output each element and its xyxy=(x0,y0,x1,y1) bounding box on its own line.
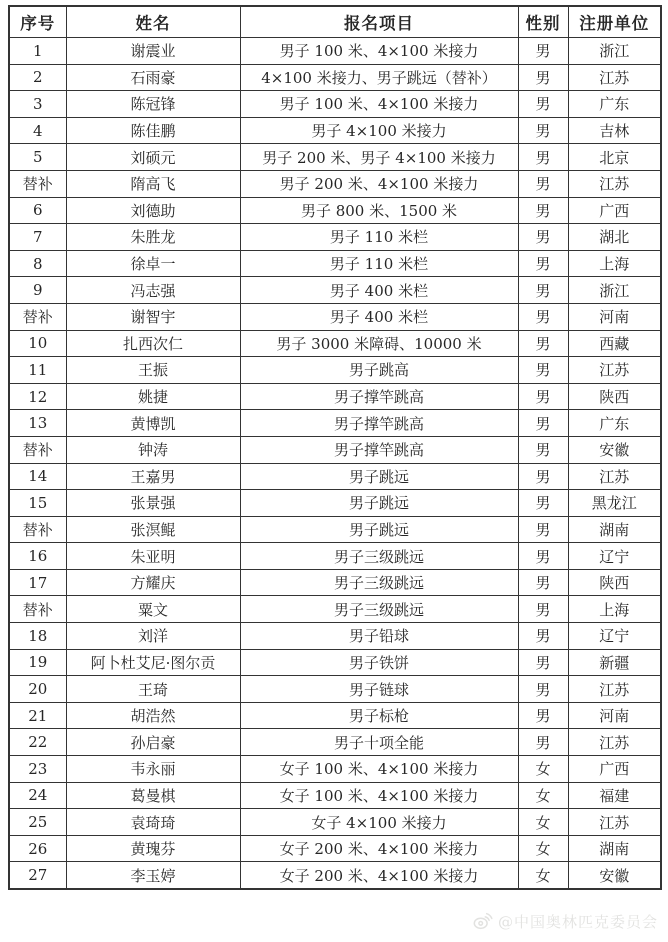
cell-no: 12 xyxy=(9,383,66,410)
cell-events: 男子标枪 xyxy=(240,702,518,729)
cell-no: 17 xyxy=(9,569,66,596)
table-row xyxy=(9,862,661,889)
cell-name: 王琦 xyxy=(66,676,240,703)
cell-unit: 广东 xyxy=(568,410,661,437)
table-row xyxy=(9,117,661,144)
cell-name: 阿卜杜艾尼·图尔贡 xyxy=(66,649,240,676)
cell-unit: 上海 xyxy=(568,250,661,277)
cell-no: 3 xyxy=(9,91,66,118)
cell-no: 6 xyxy=(9,197,66,224)
table-row xyxy=(9,170,661,197)
cell-gender: 男 xyxy=(518,197,568,224)
cell-unit: 新疆 xyxy=(568,649,661,676)
table-row xyxy=(9,569,661,596)
cell-no: 25 xyxy=(9,809,66,836)
cell-unit: 浙江 xyxy=(568,38,661,65)
cell-no: 13 xyxy=(9,410,66,437)
cell-unit: 江苏 xyxy=(568,463,661,490)
cell-events: 男子 200 米、4×100 米接力 xyxy=(240,170,518,197)
table-row xyxy=(9,782,661,809)
watermark-text: @中国奥林匹克委员会 xyxy=(497,912,658,931)
cell-name: 胡浩然 xyxy=(66,702,240,729)
cell-no: 23 xyxy=(9,756,66,783)
cell-no: 8 xyxy=(9,250,66,277)
cell-no: 1 xyxy=(9,38,66,65)
cell-events: 男子三级跳远 xyxy=(240,543,518,570)
cell-gender: 男 xyxy=(518,303,568,330)
cell-name: 韦永丽 xyxy=(66,756,240,783)
cell-gender: 男 xyxy=(518,330,568,357)
cell-name: 谢智宇 xyxy=(66,303,240,330)
cell-unit: 广西 xyxy=(568,756,661,783)
header-row xyxy=(9,6,661,38)
cell-unit: 江苏 xyxy=(568,170,661,197)
cell-unit: 安徽 xyxy=(568,862,661,889)
cell-name: 葛曼棋 xyxy=(66,782,240,809)
cell-gender: 男 xyxy=(518,224,568,251)
cell-gender: 男 xyxy=(518,277,568,304)
cell-unit: 辽宁 xyxy=(568,623,661,650)
cell-events: 男子 400 米栏 xyxy=(240,303,518,330)
cell-unit: 西藏 xyxy=(568,330,661,357)
cell-events: 男子链球 xyxy=(240,676,518,703)
cell-gender: 男 xyxy=(518,410,568,437)
cell-name: 冯志强 xyxy=(66,277,240,304)
cell-unit: 江苏 xyxy=(568,64,661,91)
table-row xyxy=(9,596,661,623)
cell-unit: 安徽 xyxy=(568,436,661,463)
cell-gender: 女 xyxy=(518,835,568,862)
cell-no: 11 xyxy=(9,357,66,384)
column-header-events: 报名项目 xyxy=(240,6,518,38)
cell-events: 女子 200 米、4×100 米接力 xyxy=(240,862,518,889)
cell-events: 男子铁饼 xyxy=(240,649,518,676)
cell-no: 19 xyxy=(9,649,66,676)
cell-events: 男子跳远 xyxy=(240,516,518,543)
cell-events: 男子撑竿跳高 xyxy=(240,410,518,437)
table-row xyxy=(9,516,661,543)
cell-name: 钟涛 xyxy=(66,436,240,463)
athlete-roster-table xyxy=(8,5,662,890)
cell-gender: 男 xyxy=(518,91,568,118)
cell-gender: 男 xyxy=(518,543,568,570)
table-row xyxy=(9,224,661,251)
column-header-name: 姓名 xyxy=(66,6,240,38)
cell-no: 14 xyxy=(9,463,66,490)
column-header-unit: 注册单位 xyxy=(568,6,661,38)
cell-unit: 辽宁 xyxy=(568,543,661,570)
table-row xyxy=(9,38,661,65)
cell-name: 张溟鲲 xyxy=(66,516,240,543)
cell-no: 4 xyxy=(9,117,66,144)
cell-unit: 江苏 xyxy=(568,729,661,756)
cell-events: 男子跳高 xyxy=(240,357,518,384)
cell-no: 10 xyxy=(9,330,66,357)
table-row xyxy=(9,383,661,410)
cell-gender: 男 xyxy=(518,383,568,410)
cell-gender: 男 xyxy=(518,117,568,144)
cell-unit: 湖南 xyxy=(568,835,661,862)
cell-gender: 男 xyxy=(518,144,568,171)
column-header-no: 序号 xyxy=(9,6,66,38)
cell-name: 王嘉男 xyxy=(66,463,240,490)
cell-gender: 男 xyxy=(518,357,568,384)
table-row xyxy=(9,277,661,304)
cell-events: 女子 100 米、4×100 米接力 xyxy=(240,756,518,783)
cell-unit: 北京 xyxy=(568,144,661,171)
table-row xyxy=(9,623,661,650)
cell-name: 谢震业 xyxy=(66,38,240,65)
cell-no: 18 xyxy=(9,623,66,650)
cell-events: 4×100 米接力、男子跳远（替补） xyxy=(240,64,518,91)
table-row xyxy=(9,809,661,836)
cell-gender: 男 xyxy=(518,649,568,676)
column-header-gender: 性别 xyxy=(518,6,568,38)
cell-gender: 女 xyxy=(518,862,568,889)
cell-unit: 江苏 xyxy=(568,809,661,836)
cell-no: 替补 xyxy=(9,303,66,330)
cell-gender: 男 xyxy=(518,436,568,463)
cell-events: 男子 4×100 米接力 xyxy=(240,117,518,144)
cell-name: 刘德助 xyxy=(66,197,240,224)
cell-gender: 男 xyxy=(518,170,568,197)
table-row xyxy=(9,303,661,330)
cell-unit: 江苏 xyxy=(568,676,661,703)
table-row xyxy=(9,197,661,224)
cell-name: 刘洋 xyxy=(66,623,240,650)
cell-no: 替补 xyxy=(9,436,66,463)
cell-gender: 男 xyxy=(518,596,568,623)
cell-name: 刘硕元 xyxy=(66,144,240,171)
table-row xyxy=(9,144,661,171)
cell-name: 方耀庆 xyxy=(66,569,240,596)
cell-no: 15 xyxy=(9,490,66,517)
weibo-icon xyxy=(472,910,494,932)
table-row xyxy=(9,436,661,463)
watermark xyxy=(472,910,658,932)
cell-events: 男子 100 米、4×100 米接力 xyxy=(240,38,518,65)
cell-name: 陈佳鹏 xyxy=(66,117,240,144)
cell-name: 隋高飞 xyxy=(66,170,240,197)
cell-events: 男子 110 米栏 xyxy=(240,250,518,277)
cell-events: 男子三级跳远 xyxy=(240,569,518,596)
cell-gender: 男 xyxy=(518,64,568,91)
cell-unit: 河南 xyxy=(568,303,661,330)
table-row xyxy=(9,357,661,384)
cell-events: 男子 3000 米障碍、10000 米 xyxy=(240,330,518,357)
table-row xyxy=(9,543,661,570)
table-row xyxy=(9,490,661,517)
cell-unit: 陕西 xyxy=(568,569,661,596)
cell-name: 孙启豪 xyxy=(66,729,240,756)
cell-events: 男子 110 米栏 xyxy=(240,224,518,251)
cell-unit: 陕西 xyxy=(568,383,661,410)
cell-events: 男子 200 米、男子 4×100 米接力 xyxy=(240,144,518,171)
cell-no: 22 xyxy=(9,729,66,756)
cell-name: 朱胜龙 xyxy=(66,224,240,251)
cell-gender: 男 xyxy=(518,623,568,650)
cell-name: 李玉婷 xyxy=(66,862,240,889)
cell-no: 2 xyxy=(9,64,66,91)
cell-gender: 女 xyxy=(518,782,568,809)
cell-no: 20 xyxy=(9,676,66,703)
cell-events: 男子 800 米、1500 米 xyxy=(240,197,518,224)
cell-gender: 女 xyxy=(518,756,568,783)
cell-gender: 男 xyxy=(518,516,568,543)
cell-events: 男子撑竿跳高 xyxy=(240,436,518,463)
cell-unit: 江苏 xyxy=(568,357,661,384)
cell-gender: 男 xyxy=(518,729,568,756)
cell-events: 女子 4×100 米接力 xyxy=(240,809,518,836)
cell-events: 女子 100 米、4×100 米接力 xyxy=(240,782,518,809)
table-row xyxy=(9,250,661,277)
cell-name: 石雨豪 xyxy=(66,64,240,91)
cell-gender: 男 xyxy=(518,490,568,517)
cell-name: 黄博凯 xyxy=(66,410,240,437)
cell-gender: 男 xyxy=(518,250,568,277)
cell-name: 张景强 xyxy=(66,490,240,517)
table-row xyxy=(9,64,661,91)
cell-gender: 男 xyxy=(518,463,568,490)
cell-gender: 男 xyxy=(518,702,568,729)
cell-unit: 福建 xyxy=(568,782,661,809)
table-row xyxy=(9,91,661,118)
cell-events: 女子 200 米、4×100 米接力 xyxy=(240,835,518,862)
cell-events: 男子撑竿跳高 xyxy=(240,383,518,410)
cell-unit: 湖北 xyxy=(568,224,661,251)
cell-name: 扎西次仁 xyxy=(66,330,240,357)
cell-name: 袁琦琦 xyxy=(66,809,240,836)
cell-events: 男子跳远 xyxy=(240,463,518,490)
cell-name: 黄瑰芬 xyxy=(66,835,240,862)
cell-name: 陈冠锋 xyxy=(66,91,240,118)
cell-no: 24 xyxy=(9,782,66,809)
cell-gender: 女 xyxy=(518,809,568,836)
cell-name: 王振 xyxy=(66,357,240,384)
table-row xyxy=(9,729,661,756)
cell-no: 27 xyxy=(9,862,66,889)
cell-events: 男子 400 米栏 xyxy=(240,277,518,304)
cell-no: 26 xyxy=(9,835,66,862)
cell-unit: 吉林 xyxy=(568,117,661,144)
cell-unit: 浙江 xyxy=(568,277,661,304)
cell-name: 姚捷 xyxy=(66,383,240,410)
table-row xyxy=(9,756,661,783)
cell-events: 男子 100 米、4×100 米接力 xyxy=(240,91,518,118)
cell-events: 男子十项全能 xyxy=(240,729,518,756)
cell-no: 16 xyxy=(9,543,66,570)
cell-gender: 男 xyxy=(518,38,568,65)
table-row xyxy=(9,835,661,862)
cell-gender: 男 xyxy=(518,569,568,596)
table-row xyxy=(9,649,661,676)
table-row xyxy=(9,702,661,729)
cell-no: 替补 xyxy=(9,596,66,623)
cell-events: 男子跳远 xyxy=(240,490,518,517)
cell-events: 男子铅球 xyxy=(240,623,518,650)
cell-unit: 广西 xyxy=(568,197,661,224)
cell-name: 朱亚明 xyxy=(66,543,240,570)
table-row xyxy=(9,330,661,357)
table-row xyxy=(9,676,661,703)
cell-unit: 黑龙江 xyxy=(568,490,661,517)
cell-unit: 河南 xyxy=(568,702,661,729)
cell-no: 替补 xyxy=(9,170,66,197)
cell-name: 粟文 xyxy=(66,596,240,623)
cell-gender: 男 xyxy=(518,676,568,703)
cell-no: 替补 xyxy=(9,516,66,543)
cell-unit: 广东 xyxy=(568,91,661,118)
cell-no: 9 xyxy=(9,277,66,304)
cell-no: 21 xyxy=(9,702,66,729)
cell-events: 男子三级跳远 xyxy=(240,596,518,623)
table-row xyxy=(9,410,661,437)
cell-name: 徐卓一 xyxy=(66,250,240,277)
cell-no: 5 xyxy=(9,144,66,171)
cell-unit: 湖南 xyxy=(568,516,661,543)
cell-unit: 上海 xyxy=(568,596,661,623)
table-row xyxy=(9,463,661,490)
cell-no: 7 xyxy=(9,224,66,251)
